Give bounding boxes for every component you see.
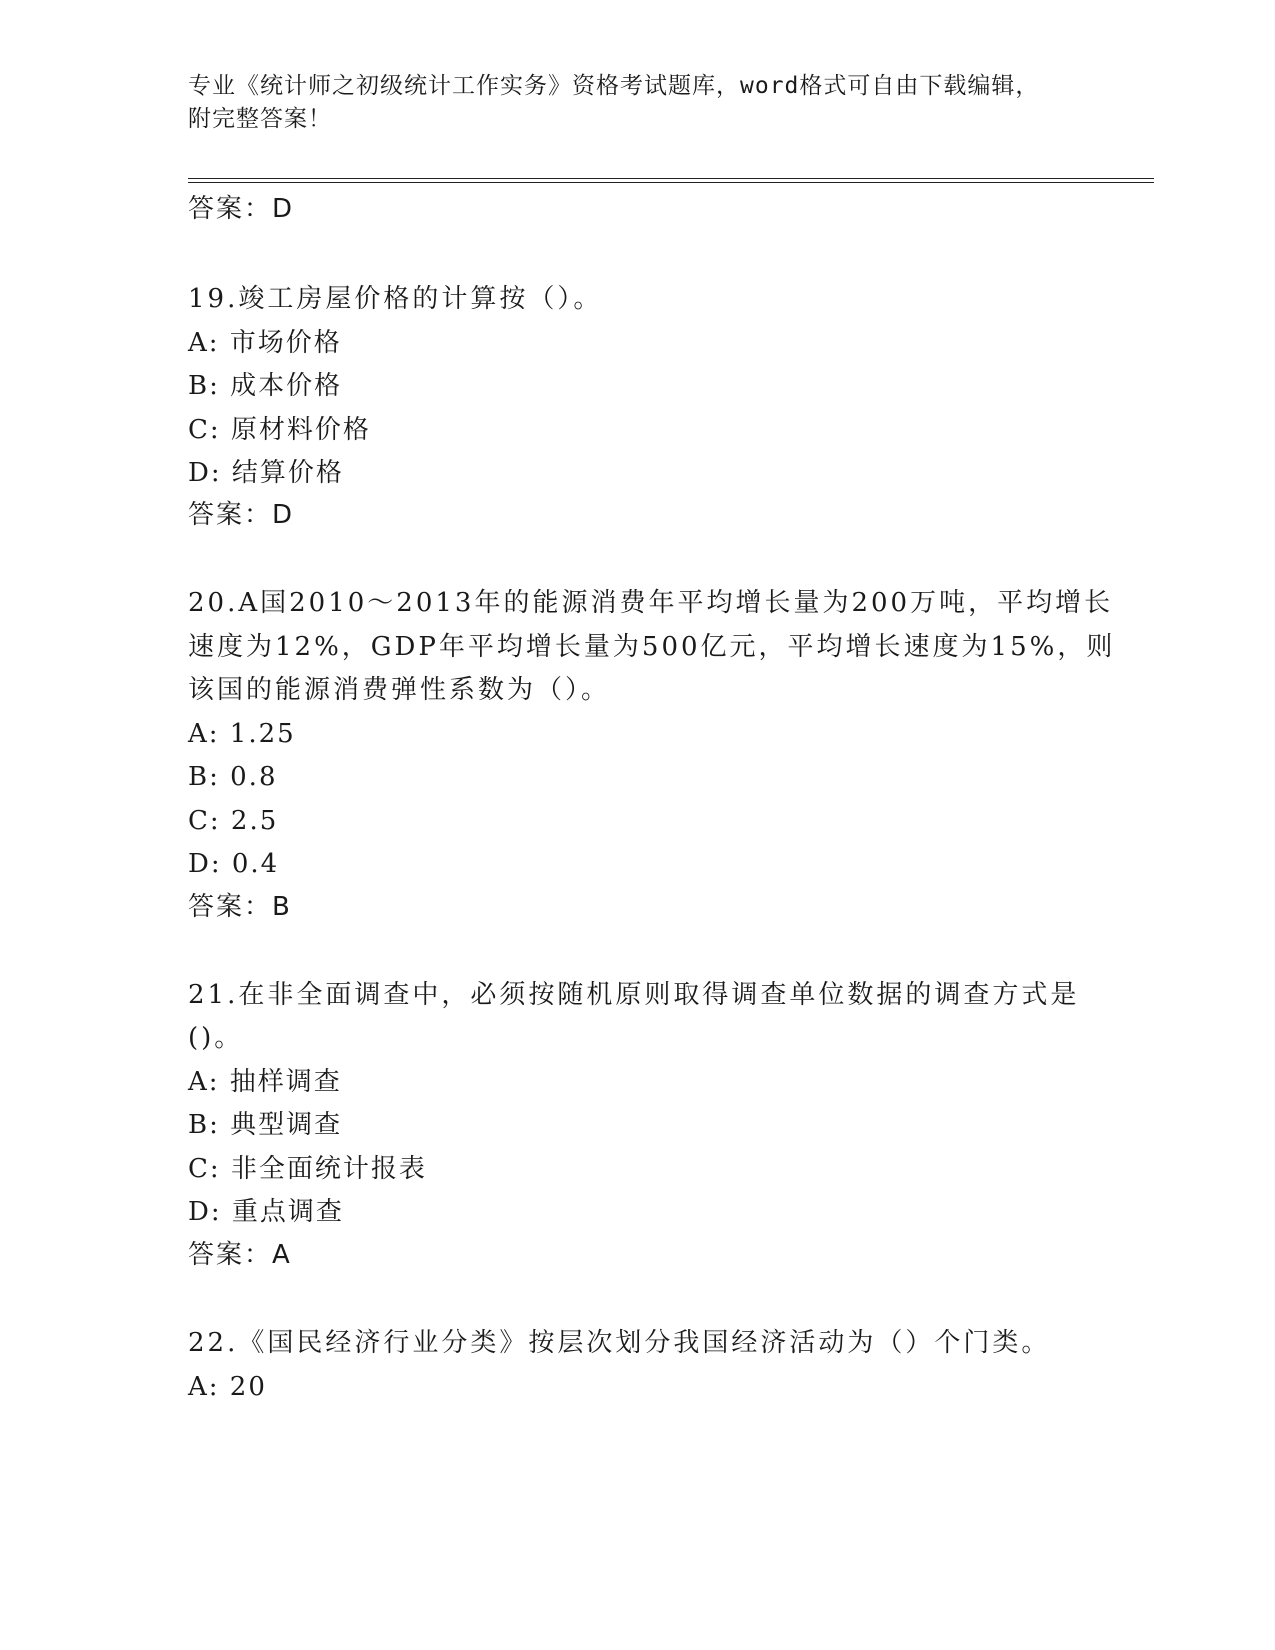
question-21-answer: 答案：A [188,1240,292,1270]
question-21-text-line-2: ()。 [188,1023,244,1053]
question-22-text: 22.《国民经济行业分类》按层次划分我国经济活动为（）个门类。 [188,1328,1051,1358]
question-19-text: 19.竣工房屋价格的计算按（）。 [188,284,603,314]
header-line-1: 专业《统计师之初级统计工作实务》资格考试题库，word格式可自由下载编辑， [188,73,1040,99]
question-19-answer: 答案：D [188,500,295,530]
header-divider-bottom [188,182,1154,183]
header-divider-top [188,178,1154,179]
question-21-text-line-1: 21.在非全面调查中，必须按随机原则取得调查单位数据的调查方式是 [188,980,1080,1010]
question-20-option-c: C: 2.5 [188,806,279,836]
question-22-option-a: A: 20 [188,1372,267,1402]
question-20-option-d: D: 0.4 [188,849,280,879]
header-line-2: 附完整答案！ [188,106,332,132]
question-20-option-b: B: 0.8 [188,762,278,792]
question-21-option-c: C: 非全面统计报表 [188,1154,427,1184]
question-20-text-line-1: 20.A国2010～2013年的能源消费年平均增长量为200万吨，平均增长 [188,588,1114,618]
question-19-option-c: C: 原材料价格 [188,415,371,445]
question-20-text-line-3: 该国的能源消费弹性系数为（）。 [188,675,611,705]
question-19-option-d: D: 结算价格 [188,458,344,488]
question-20-option-a: A: 1.25 [188,719,296,749]
question-21-option-a: A: 抽样调查 [188,1067,342,1097]
previous-answer: 答案：D [188,194,295,224]
question-19-option-a: A: 市场价格 [188,328,342,358]
document-header [188,70,1088,136]
question-19-option-b: B: 成本价格 [188,371,343,401]
question-21-option-d: D: 重点调查 [188,1197,344,1227]
question-20-text-line-2: 速度为12%，GDP年平均增长量为500亿元，平均增长速度为15%，则 [188,632,1116,662]
question-20-answer: 答案：B [188,892,292,922]
question-21-option-b: B: 典型调查 [188,1110,343,1140]
